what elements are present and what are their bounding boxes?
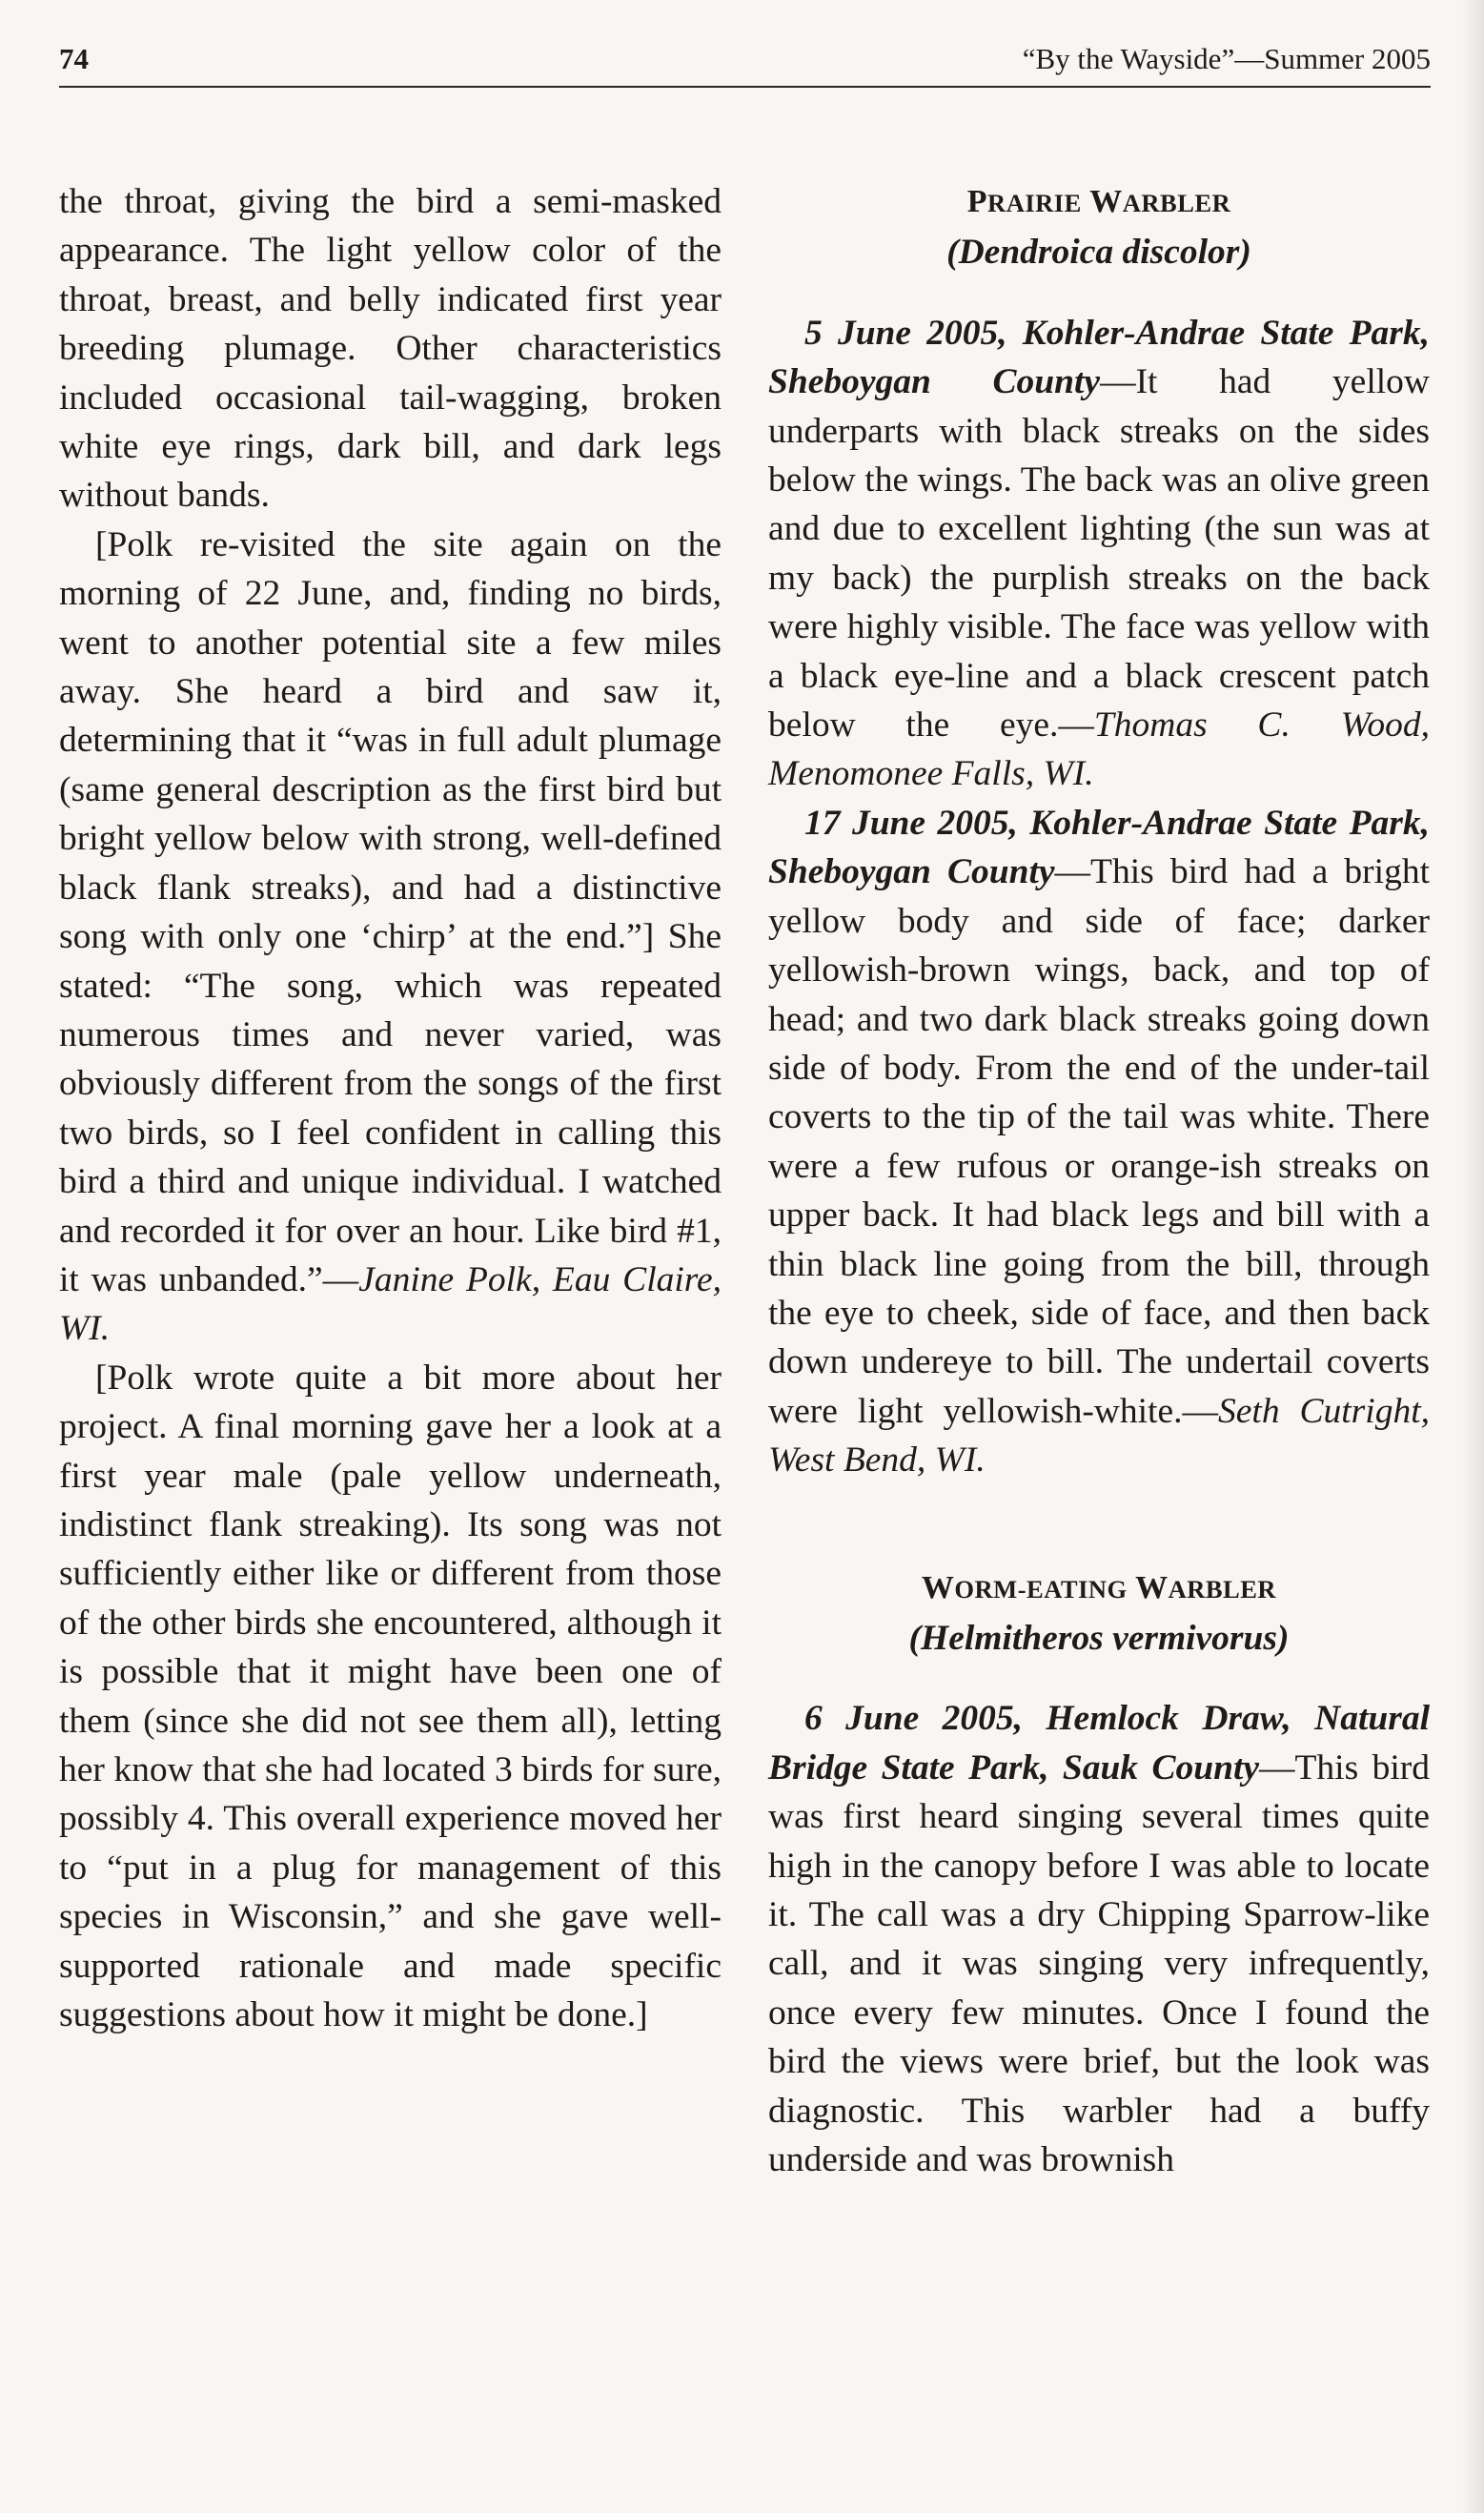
spacer (768, 1485, 1430, 1563)
observer-signature: Janine Polk, Eau Claire, WI. (59, 1259, 722, 1349)
observation-text: —This bird was first heard singing several times quite high in the canopy before I was able to locate it. The call was a dry Chipping Sparrow-like call, and it was singing very infrequently, once every few minutes. Once I found the bird the views were brief, but the look was diagnostic. This warbler had a buffy underside and was brownish (768, 1747, 1430, 2180)
observation-text: —It had yellow underparts with black streaks on the sides below the wings. The back was an olive green and due to excellent lighting (the sun was at my back) the purplish streaks on the back were highly visible. The face was yellow with a black eye-line and a black crescent patch below the eye.— (768, 362, 1430, 746)
observation-text: —This bird had a bright yellow body and side of face; darker yellowish-brown wings, back, and top of head; and two dark black streaks going down side of body. From the end of the under-tail coverts to the tip of the tail was white. There were a few rufous or orange-ish streaks on upper back. It had black legs and bill with a thin black line going from the bill, through the eye to cheek, side of face, and then back down undereye to bill. The undertail coverts were light yellowish-white.— (768, 852, 1430, 1431)
observation-date-location: 6 June 2005, Hemlock Draw, Natural Bridge State Park, Sauk County (768, 1699, 1430, 1788)
spacer (768, 1663, 1430, 1694)
observation-date-location: 17 June 2005, Kohler-Andrae State Park, Sheboygan County (768, 803, 1430, 892)
paragraph-continued: the throat, giving the bird a semi-masked appearance. The light yellow color of the throat, breast, and belly indicated first year breeding plumage. Other characteristics included occasional tail-wagging, broken white eye rings, dark bill, and dark legs without bands. (59, 182, 722, 516)
observation-entry (768, 1694, 1430, 2184)
paragraph-text: [Polk re-visited the site again on the morning of 22 June, and, finding no birds, went to another potential site a few miles away. She heard a bird and saw it, determining that it “was in full adult plumage (same general description as the first bird but bright yellow below with strong, well-defined black flank streaks), and had a distinctive song with only one ‘chirp’ at the end.”] She stated: “The song, which was repeated numerous times and never varied, was obviously different from the songs of the first two birds, so I feel confident in calling this bird a third and unique individual. I watched and recorded it for over an hour. Like bird #1, it was unbanded.”— (59, 524, 722, 1299)
species-heading-prairie-warbler: PRAIRIE WARBLER (966, 184, 1231, 219)
scientific-name-worm-eating-warbler: (Helmitheros vermivorus) (908, 1618, 1290, 1658)
page-edge-shadow (1461, 0, 1484, 2513)
page-number: 74 (59, 42, 89, 75)
observation-entry (768, 309, 1430, 799)
left-column (59, 177, 722, 2039)
observer-signature: Thomas C. Wood, Menomonee Falls, WI. (768, 705, 1430, 794)
paragraph-polk-project: [Polk wrote quite a bit more about her project. A final morning gave her a look at a first year male (pale yellow underneath, indistinct flank streaking). Its song was not sufficiently either like or different from those of the other birds she encountered, although it is possible that it might have been one of them (since she did not see them all), letting her know that she had located 3 birds for sure, possibly 4. This overall experience moved her to “put in a plug for management of this species in Wisconsin,” and she gave well-supported rationale and made specific suggestions about how it might be done.] (59, 1358, 722, 2035)
observation-entry (768, 799, 1430, 1485)
paragraph-polk-revisit (59, 521, 722, 1354)
observation-date-location: 5 June 2005, Kohler-Andrae State Park, Sheboygan County (768, 313, 1430, 402)
running-title: “By the Wayside”—Summer 2005 (1022, 42, 1431, 75)
right-column (768, 177, 1430, 2184)
page-header (59, 42, 1431, 88)
observer-signature: Seth Cutright, West Bend, WI. (768, 1391, 1430, 1481)
species-heading-worm-eating-warbler: WORM-EATING WARBLER (921, 1569, 1277, 1605)
spacer (768, 277, 1430, 309)
scientific-name-prairie-warbler: (Dendroica discolor) (946, 233, 1251, 273)
